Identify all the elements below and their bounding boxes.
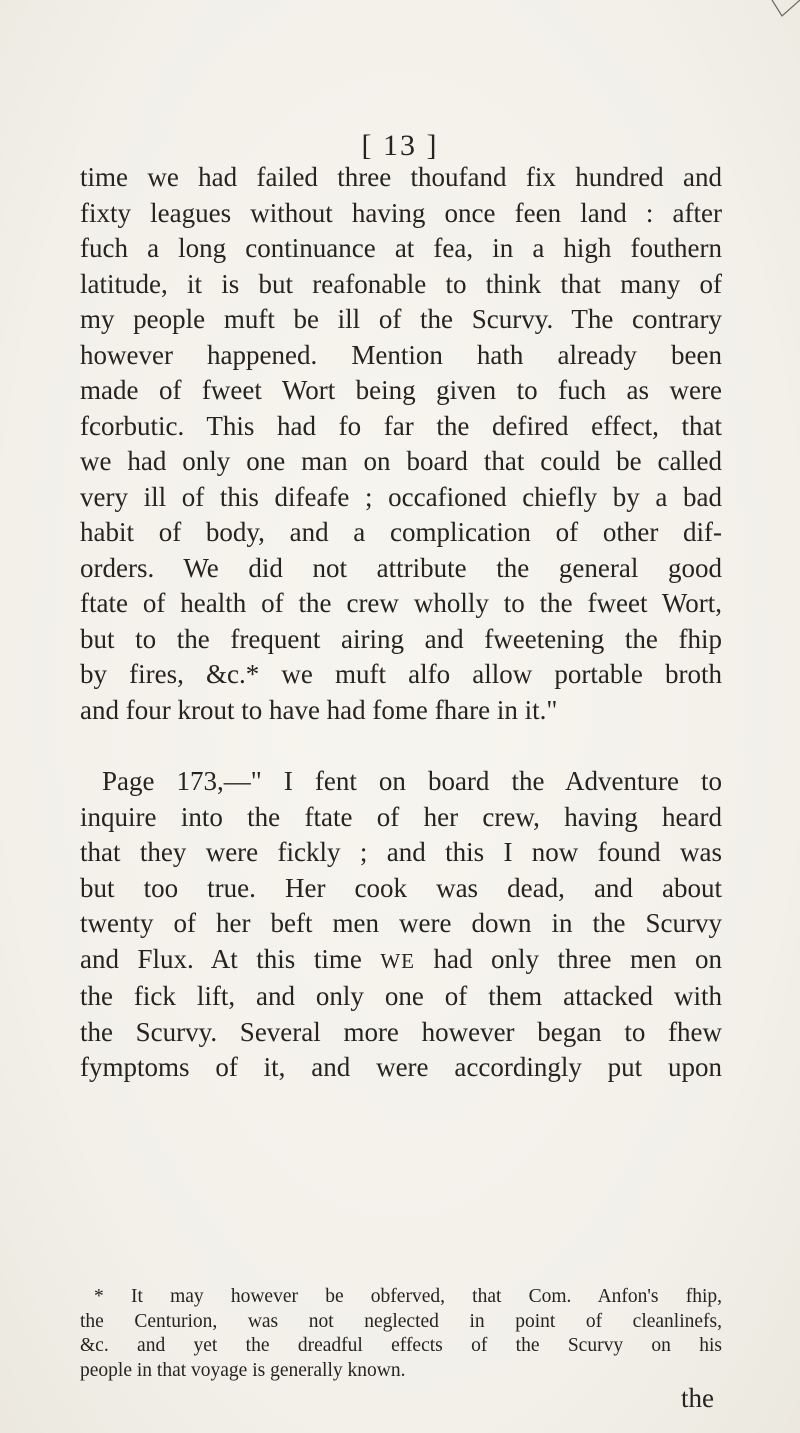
page-number: [ 13 ] (361, 129, 439, 162)
footnote (80, 1285, 722, 1383)
text-line: my people muft be ill of the Scurvy. The contrary (80, 304, 722, 334)
text-line: fuch a long continuance at fea, in a high fouthern (80, 233, 722, 263)
text-line (80, 942, 722, 980)
corner-fold-mark (770, 0, 800, 40)
text-line: but to the frequent airing and fweetening the fhip (80, 623, 722, 654)
text-segment: and Flux. At this time (80, 943, 381, 974)
text-line: latitude, it is but reafonable to think that many of (80, 268, 722, 299)
text-line: twenty of her beft men were down in the Scurvy (80, 908, 722, 938)
main-text (80, 160, 722, 1086)
text-line-content: Page 173,—" I fent on board the Adventure to (102, 766, 722, 796)
footnote-line: the Centurion, was not neglected in point of cleanlinefs, (80, 1310, 722, 1332)
text-line: fixty leagues without having once feen land : after (80, 197, 722, 228)
paragraph-gap (80, 728, 722, 764)
text-line: very ill of this difeafe ; occafioned chiefly by a bad (80, 481, 722, 512)
text-line: made of fweet Wort being given to fuch as were (80, 375, 722, 405)
text-line: fymptoms of it, and were accordingly put upon (80, 1052, 722, 1082)
footnote-line: * It may however be obferved, that Com. Anfon's fhip, (94, 1286, 722, 1307)
small-caps-we: WE (380, 948, 415, 973)
text-segment: had only three men on (415, 943, 723, 974)
text-line: orders. We did not attribute the general good (80, 552, 722, 583)
text-line: time we had failed three thoufand fix hundred and (80, 162, 722, 192)
footnote-line: people in that voyage is generally known. (80, 1359, 406, 1381)
text-line (80, 764, 722, 800)
text-line: by fires, &c.* we muft alfo allow portable broth (80, 659, 722, 689)
text-line: however happened. Mention hath already been (80, 339, 722, 370)
text-line: habit of body, and a complication of other dif- (80, 517, 722, 547)
text-line: inquire into the ftate of her crew, having heard (80, 801, 722, 832)
text-line: ftate of health of the crew wholly to the fweet Wort, (80, 588, 722, 618)
text-line: we had only one man on board that could be called (80, 446, 722, 476)
footnote-line: &c. and yet the dreadful effects of the Scurvy on his (80, 1335, 722, 1356)
catchword: the (681, 1383, 714, 1413)
text-line: fcorbutic. This had fo far the defired effect, that (80, 410, 722, 441)
text-line: that they were fickly ; and this I now found was (80, 837, 722, 867)
text-line: and four krout to have had fome fhare in it." (80, 694, 558, 725)
text-line: the Scurvy. Several more however began to fhew (80, 1016, 722, 1047)
text-line: but too true. Her cook was dead, and about (80, 872, 722, 903)
text-line: the fick lift, and only one of them attacked with (80, 981, 722, 1011)
